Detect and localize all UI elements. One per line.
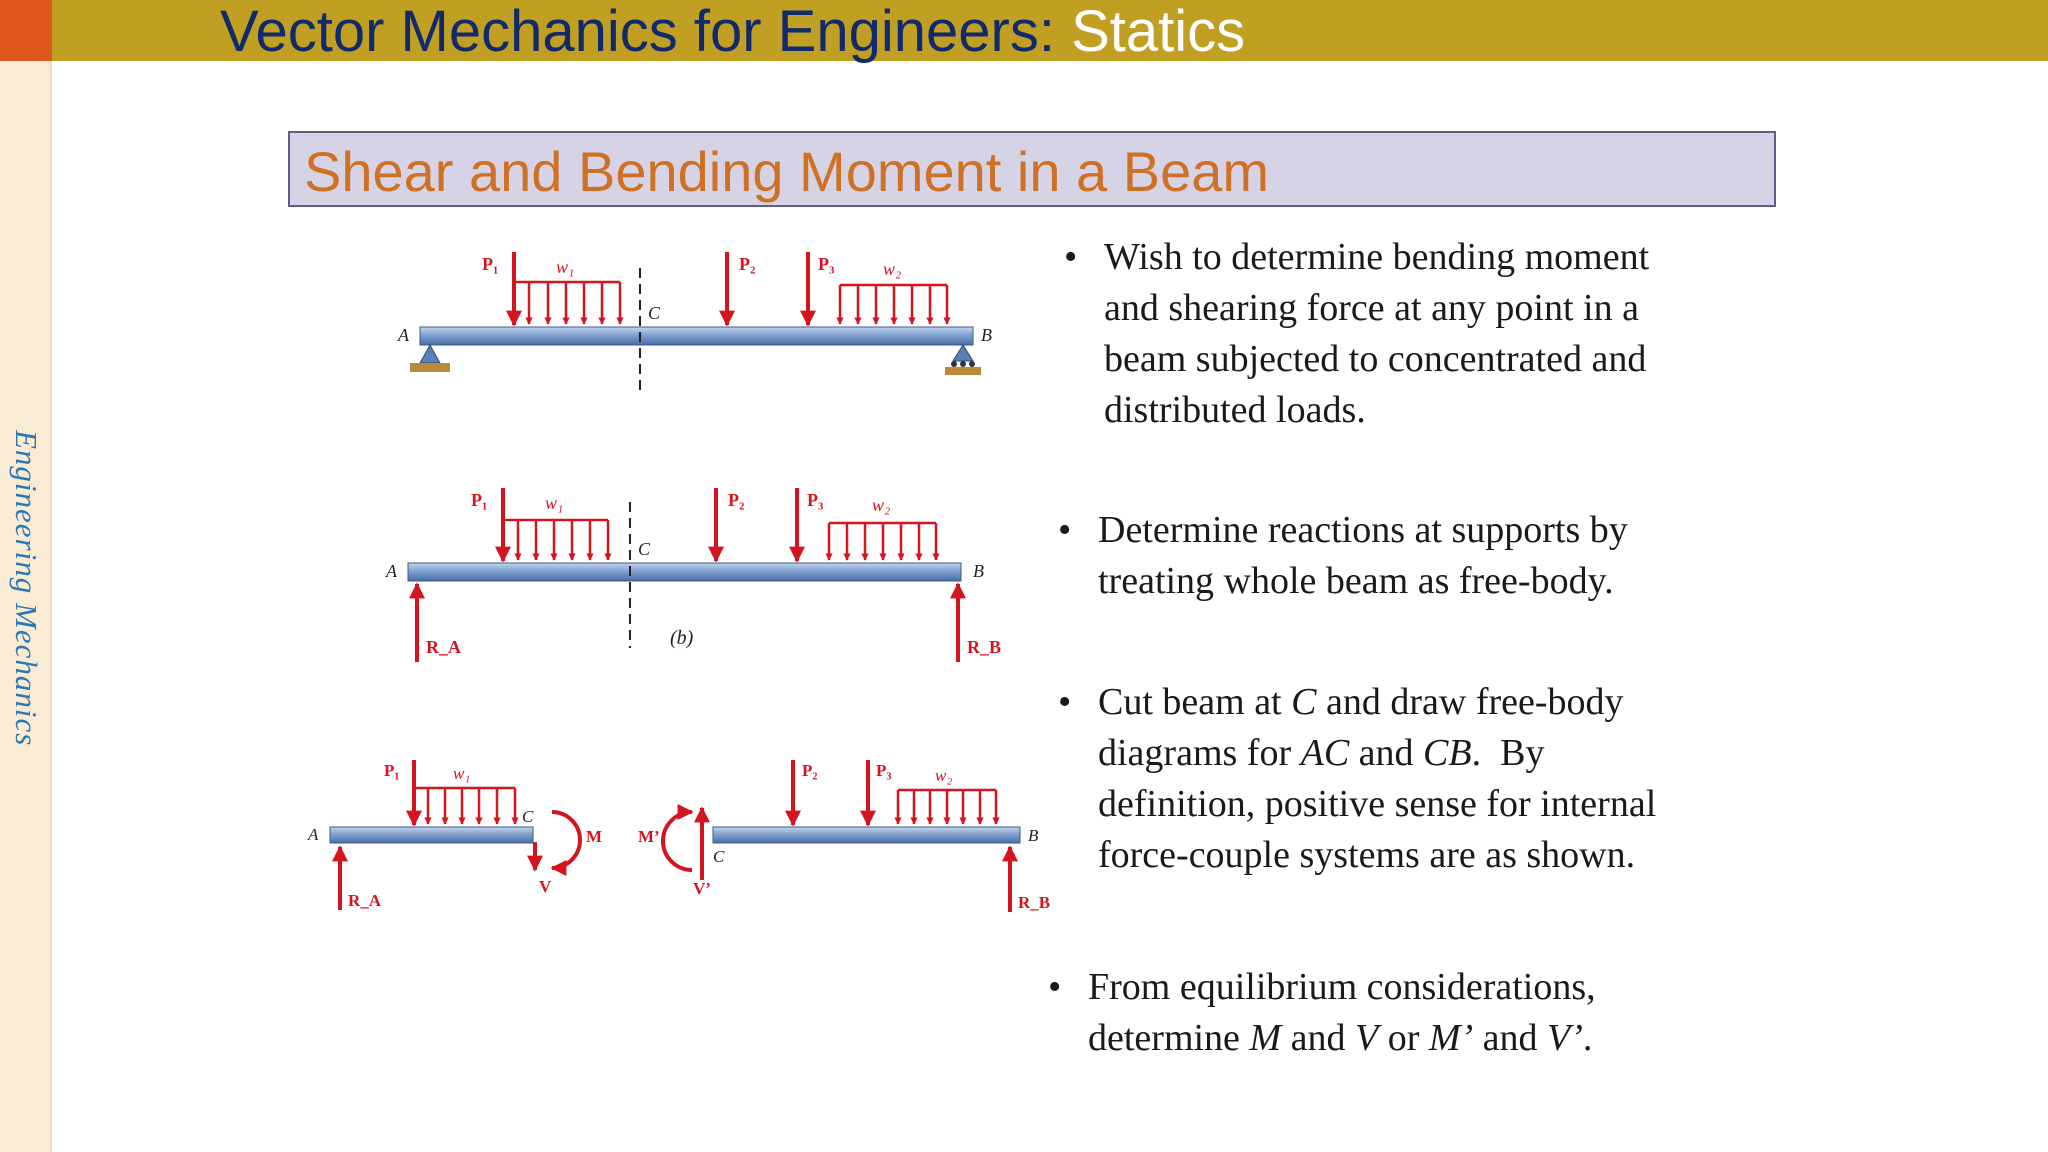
label-c-a: C xyxy=(648,303,661,323)
label-a-a: A xyxy=(398,325,409,345)
bullet-2-line-2: treating whole beam as free-body. xyxy=(1098,560,1614,602)
label-p1-c: P₁ xyxy=(384,761,400,780)
figure-caption-b: (b) xyxy=(670,627,694,649)
label-c-b: C xyxy=(638,539,651,559)
bullet-2-line-1: Determine reactions at supports by xyxy=(1098,509,1628,551)
label-p2-a: P₂ xyxy=(739,254,756,274)
bullet-1-line-4: distributed loads. xyxy=(1104,389,1366,431)
label-b-c: B xyxy=(1028,826,1039,845)
label-p3-c: P₃ xyxy=(876,761,892,780)
label-p3-b: P₃ xyxy=(807,490,824,510)
m-moment-arrow xyxy=(552,812,580,868)
label-w2-b: w₂ xyxy=(872,495,891,515)
label-w1-b: w₁ xyxy=(545,493,564,513)
title-main: Vector Mechanics for Engineers: xyxy=(220,0,1072,64)
label-p2-c: P₂ xyxy=(802,761,818,780)
label-c-c-left: C xyxy=(522,807,534,826)
bullet-dot: • xyxy=(1058,681,1072,723)
label-b-a: B xyxy=(981,325,992,345)
slide-heading: Shear and Bending Moment in a Beam xyxy=(304,140,1270,203)
label-b-b: B xyxy=(973,561,984,581)
label-mp: M’ xyxy=(638,827,660,846)
w1-distributed-load-a xyxy=(514,282,620,324)
label-rb-b: R_B xyxy=(967,637,1002,657)
w1-distributed-load-b xyxy=(503,520,608,560)
bullet-1-line-2: and shearing force at any point in a xyxy=(1104,287,1639,329)
w2-distributed-load-a xyxy=(840,285,947,324)
roller-support-b xyxy=(945,345,981,375)
w2-distributed-load-c xyxy=(898,790,996,824)
w2-distributed-load-b xyxy=(829,523,936,560)
sidebar-divider xyxy=(50,61,52,1152)
bullet-dot: • xyxy=(1064,236,1078,278)
label-m: M xyxy=(586,827,603,846)
bullet-dot: • xyxy=(1058,509,1072,551)
label-p3-a: P₃ xyxy=(818,254,835,274)
label-a-b: A xyxy=(386,561,397,581)
label-ra-b: R_A xyxy=(426,637,461,657)
diagram-a xyxy=(397,252,992,390)
mp-moment-arrow xyxy=(663,812,692,870)
beam-cb xyxy=(713,827,1020,843)
beam-diagram-figure xyxy=(290,230,1050,930)
title-sub: Statics xyxy=(1071,0,1246,64)
label-p1-a: P₁ xyxy=(482,254,499,274)
bullet-1-line-3: beam subjected to concentrated and xyxy=(1104,338,1647,380)
bullet-4-line-1: From equilibrium considerations, xyxy=(1088,966,1596,1008)
slide-heading-box xyxy=(288,131,1776,207)
w1-distributed-load-c xyxy=(414,788,515,824)
page-title xyxy=(220,0,1246,64)
pin-support-a xyxy=(410,345,450,372)
beam-a xyxy=(420,327,973,345)
label-p2-b: P₂ xyxy=(728,490,745,510)
label-p1-b: P₁ xyxy=(471,490,488,510)
label-a-c: A xyxy=(308,825,319,844)
beam-b xyxy=(408,563,961,581)
label-c-c-right: C xyxy=(713,847,725,866)
label-rb-c: R_B xyxy=(1018,893,1050,912)
bullet-3-line-3: definition, positive sense for internal xyxy=(1098,783,1657,825)
label-w1-c: w₁ xyxy=(453,764,471,783)
label-ra-c: R_A xyxy=(348,891,382,910)
corner-accent xyxy=(0,0,52,61)
label-vp: V’ xyxy=(693,879,711,898)
bullet-4-line-2: determine M and V or M’ and V’. xyxy=(1088,1017,1593,1059)
label-w2-c: w₂ xyxy=(935,766,953,785)
beam-ac xyxy=(330,827,533,843)
bullet-3-line-1: Cut beam at C and draw free-body xyxy=(1098,681,1624,723)
diagram-c-left xyxy=(307,760,602,910)
bullet-dot: • xyxy=(1048,966,1062,1008)
bullet-3-line-4: force-couple systems are as shown. xyxy=(1098,834,1636,876)
label-w2-a: w₂ xyxy=(883,259,902,279)
bullet-3-line-2: diagrams for AC and CB. By xyxy=(1098,732,1545,774)
label-w1-a: w₁ xyxy=(556,257,575,277)
sidebar-label: Engineering Mechanics xyxy=(9,430,44,747)
bullet-1-line-1: Wish to determine bending moment xyxy=(1104,236,1650,278)
diagram-b xyxy=(385,488,1001,662)
label-v: V xyxy=(539,877,552,896)
diagram-c-right xyxy=(638,760,1050,912)
